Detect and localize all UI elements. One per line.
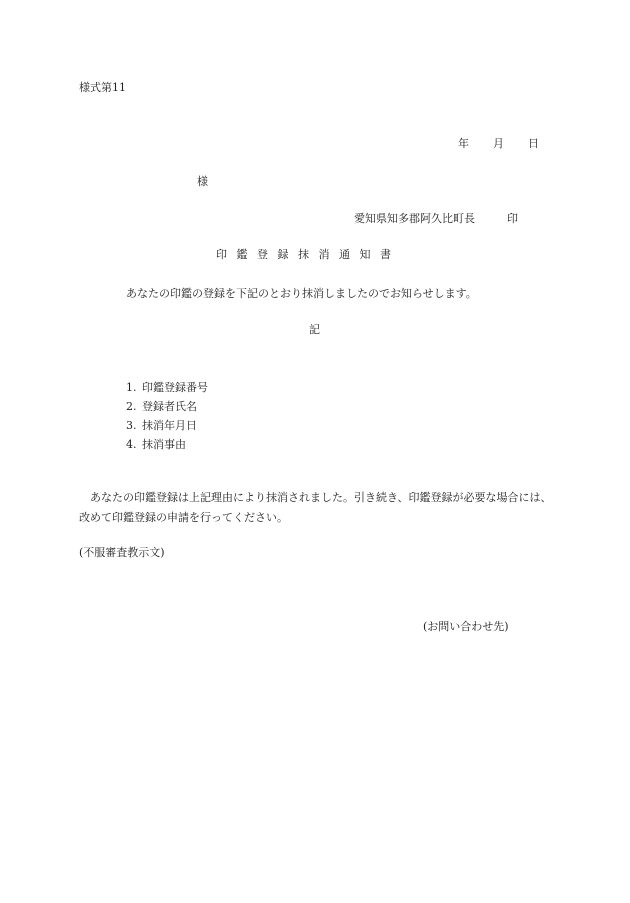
item-number: 2.: [126, 400, 137, 413]
item-label: 登録者氏名: [142, 400, 197, 413]
list-item: [126, 416, 208, 435]
list-item: [126, 435, 208, 454]
appeal-instruction: (不服審査教示文): [79, 546, 165, 559]
ki-heading: 記: [309, 323, 320, 336]
issuer-line: [354, 212, 518, 226]
item-number: 3.: [126, 419, 137, 432]
year-label: 年: [458, 137, 469, 150]
item-number: 1.: [126, 381, 137, 394]
month-label: 月: [493, 137, 504, 150]
document-title: 印鑑登録抹消通知書: [216, 248, 401, 261]
item-label: 抹消年月日: [142, 419, 197, 432]
list-item: [126, 378, 208, 397]
list-item: [126, 397, 208, 416]
seal-mark: 印: [507, 212, 518, 225]
item-number: 4.: [126, 438, 137, 451]
addressee-suffix: 様: [197, 175, 208, 188]
item-list: [126, 378, 208, 454]
date-line: [458, 137, 539, 151]
item-label: 抹消事由: [142, 438, 186, 451]
day-label: 日: [528, 137, 539, 150]
intro-text: あなたの印鑑の登録を下記のとおり抹消しましたのでお知らせします。: [126, 287, 477, 300]
item-label: 印鑑登録番号: [142, 381, 208, 394]
issuer-name: 愛知県知多郡阿久比町長: [354, 212, 475, 225]
notice-paragraph: あなたの印鑑登録は上記理由により抹消されました。引き続き、印鑑登録が必要な場合には、改めて印鑑登録の申請を行ってください。: [79, 491, 552, 524]
form-number: 様式第11: [79, 81, 126, 94]
contact-info: (お問い合わせ先): [423, 620, 509, 633]
